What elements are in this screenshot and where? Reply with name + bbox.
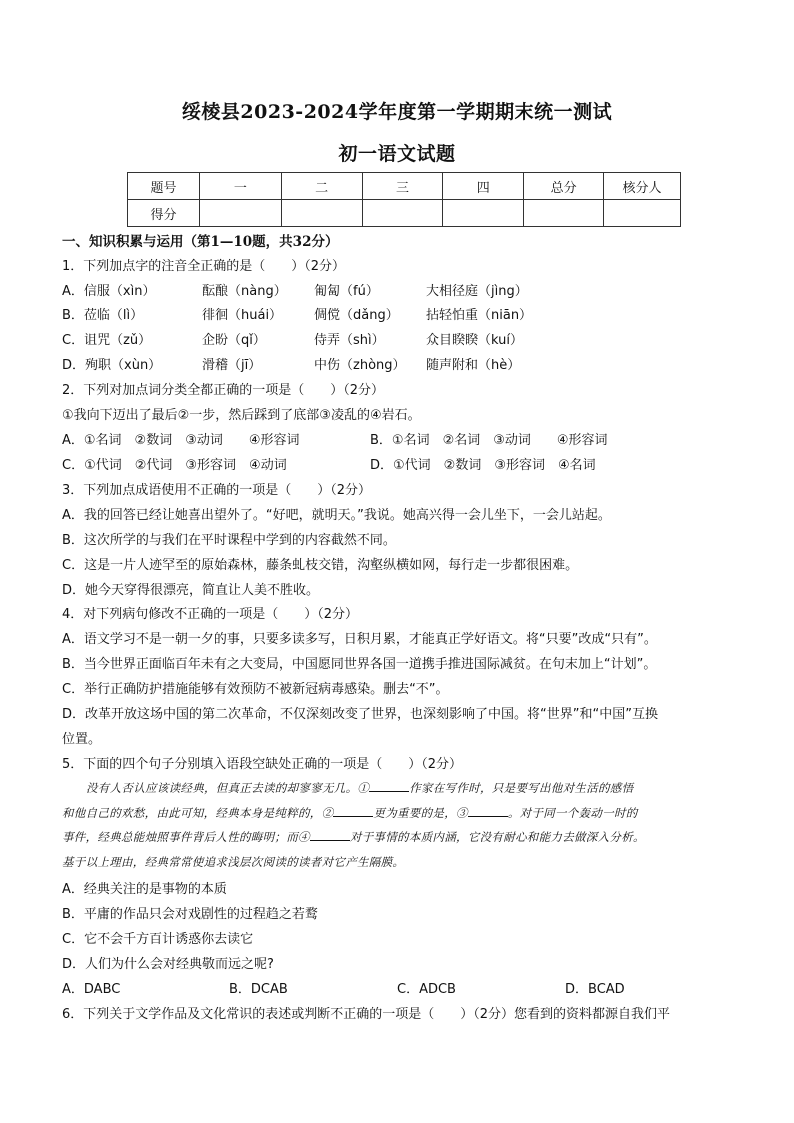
option-text: 滑稽（jī） — [202, 358, 262, 373]
score-cell: 四 — [443, 173, 524, 200]
option-text: B．莅临（lì） — [62, 308, 144, 323]
score-cell: 得分 — [128, 200, 200, 227]
option-text: A．语文学习不是一朝一夕的事，只要多读多写，日积月累，才能真正学好语文。将“只要”改成“只有”。 — [62, 632, 657, 647]
option-text: 拈轻怕重（niān） — [426, 308, 533, 323]
option-text: C．举行正确防护措施能够有效预防不被新冠病毒感染。删去“不”。 — [62, 682, 449, 697]
question-stem: 4．对下列病句修改不正确的一项是（ ）（2分） — [62, 607, 359, 622]
score-cell: 二 — [281, 173, 362, 200]
option-text: B．这次所学的与我们在平时课程中学到的内容截然不同。 — [62, 533, 396, 548]
score-input-cell[interactable] — [199, 200, 281, 227]
score-cell: 总分 — [524, 173, 604, 200]
exam-title: 绥棱县2023-2024学年度第一学期期末统一测试 — [181, 101, 613, 123]
answer-option: B．DCAB — [229, 982, 288, 997]
option-text: 侍弄（shì） — [314, 333, 385, 348]
option-text: A．经典关注的是事物的本质 — [62, 882, 227, 897]
answer-option: D．BCAD — [565, 982, 625, 997]
fill-blank[interactable] — [333, 804, 373, 817]
option-text: 众目睽睽（kuí） — [426, 333, 523, 348]
score-cell: 三 — [362, 173, 443, 200]
question-stem: 2．下列对加点词分类全都正确的一项是（ ）（2分） — [62, 383, 385, 398]
option-text: 徘徊（huái） — [202, 308, 283, 323]
option-text: D．她今天穿得很漂亮，简直让人美不胜收。 — [62, 583, 320, 598]
option-text: 中伤（zhòng） — [314, 358, 406, 373]
option-text: 企盼（qǐ） — [202, 333, 266, 348]
option-text: C．诅咒（zǔ） — [62, 333, 152, 348]
score-cell: 题号 — [128, 173, 200, 200]
fill-blank[interactable] — [310, 828, 350, 841]
option-text: 倜傥（dǎng） — [314, 308, 399, 323]
option-text: 大相径庭（jìng） — [426, 284, 528, 299]
question-stem: 6．下列关于文学作品及文化常识的表述或判断不正确的一项是（ ）（2分）您看到的资料都源自我们平 — [62, 1007, 671, 1022]
answer-option: C．ADCB — [397, 982, 456, 997]
passage-text: 作家在写作时，只是要写出他对生活的感悟 — [409, 781, 634, 795]
fill-blank[interactable] — [468, 804, 508, 817]
question-stem: 3．下列加点成语使用不正确的一项是（ ）（2分） — [62, 483, 372, 498]
score-input-cell[interactable] — [524, 200, 604, 227]
option-text: 匍匐（fú） — [314, 284, 379, 299]
passage-text: 对于事情的本质内涵，它没有耐心和能力去做深入分析。 — [349, 830, 645, 844]
option-text: B．当今世界正面临百年未有之大变局，中国愿同世界各国一道携手推进国际减贫。在句末加上“计划”。 — [62, 657, 657, 672]
option-text: D．殉职（xùn） — [62, 358, 162, 373]
score-table-score-row — [128, 200, 681, 227]
exam-subtitle: 初一语文试题 — [338, 143, 456, 165]
score-cell: 一 — [199, 173, 281, 200]
reading-passage — [62, 776, 730, 874]
option-text: D．改革开放这场中国的第二次革命，不仅深刻改变了世界，也深刻影响了中国。将“世界”和“中国”互换 — [62, 707, 658, 722]
score-input-cell[interactable] — [281, 200, 362, 227]
option-text: A．我的回答已经让她喜出望外了。“好吧，就明天。”我说。她高兴得一会儿坐下，一会儿站起。 — [62, 508, 611, 523]
option-text: D．人们为什么会对经典敬而远之呢? — [62, 957, 274, 972]
score-table-header-row — [128, 173, 681, 200]
passage-text: 。对于同一个轰动一时的 — [507, 805, 638, 820]
passage-text: 事件，经典总能烛照事件背后人性的晦明；而④ — [62, 830, 310, 844]
section-heading: 一、知识积累与运用（第1—10题，共32分） — [62, 234, 339, 250]
option-text: A．信服（xìn） — [62, 284, 156, 299]
fill-blank[interactable] — [369, 779, 409, 792]
question-stem: 1．下列加点字的注音全正确的是（ ）（2分） — [62, 259, 346, 274]
passage-text: 更为重要的是，③ — [373, 805, 468, 820]
passage-text: 基于以上理由，经典常常使追求浅层次阅读的读者对它产生隔膜。 — [62, 854, 405, 869]
option-text: B．平庸的作品只会对戏剧性的过程趋之若鹜 — [62, 907, 318, 922]
option-text: C．①代词 ②代词 ③形容词 ④动词 — [62, 458, 287, 473]
score-table — [127, 172, 681, 227]
question-stem: 5．下面的四个句子分别填入语段空缺处正确的一项是（ ）（2分） — [62, 757, 463, 772]
option-text: A．①名词 ②数词 ③动词 ④形容词 — [62, 433, 300, 448]
score-input-cell[interactable] — [604, 200, 681, 227]
question-sentence: ①我向下迈出了最后②一步，然后踩到了底部③凌乱的④岩石。 — [62, 408, 421, 423]
score-input-cell[interactable] — [443, 200, 524, 227]
option-text: 酝酿（nàng） — [202, 284, 287, 299]
option-text: C．它不会千方百计诱惑你去读它 — [62, 932, 254, 947]
option-text: C．这是一片人迹罕至的原始森林，藤条虬枝交错，沟壑纵横如网，每行走一步都很困难。 — [62, 558, 579, 573]
score-cell: 核分人 — [604, 173, 681, 200]
score-input-cell[interactable] — [362, 200, 443, 227]
passage-text: 没有人否认应该读经典，但真正去读的却寥寥无几。① — [86, 781, 370, 795]
answer-option: A．DABC — [62, 982, 121, 997]
option-text: B．①名词 ②名词 ③动词 ④形容词 — [370, 433, 608, 448]
option-text: D．①代词 ②数词 ③形容词 ④名词 — [370, 458, 596, 473]
passage-text: 和他自己的欢愁，由此可知，经典本身是纯粹的，② — [62, 805, 334, 820]
option-text: 随声附和（hè） — [426, 358, 521, 373]
option-text: 位置。 — [62, 732, 102, 747]
